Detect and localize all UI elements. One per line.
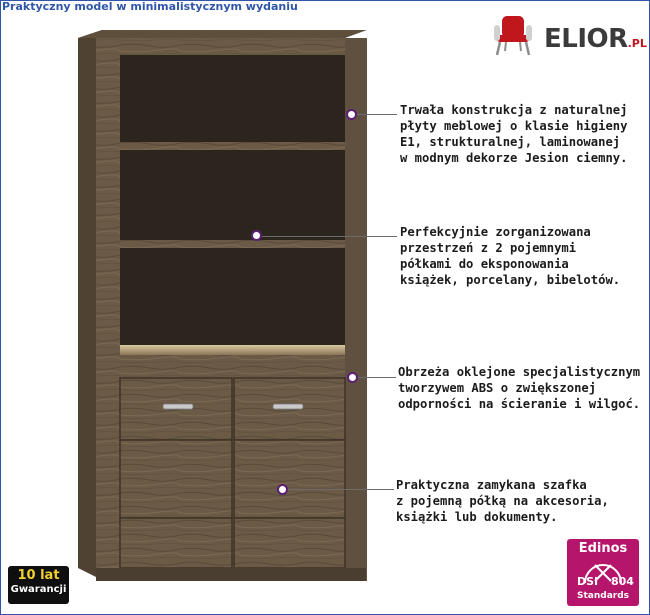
open-shelf-interior: [120, 55, 345, 345]
certificate-code-right: 804: [611, 575, 634, 588]
feature-note-edges: Obrzeża oklejone specjalistycznym tworzywem ABS o zwiększonej odporności na ścieranie i wilgoć.: [398, 365, 641, 411]
door-left-lower: [120, 518, 232, 568]
certificate-footer: Standards: [576, 591, 630, 601]
warranty-years: 10 lat: [17, 568, 60, 583]
callout-marker-1: [346, 109, 357, 120]
door-right-upper: [234, 440, 345, 518]
warranty-label: Gwarancji: [10, 584, 67, 595]
callout-marker-4: [277, 484, 288, 495]
callout-leader-2: [262, 236, 397, 237]
callout-marker-2: [251, 230, 262, 241]
feature-note-shelves: Perfekcyjnie zorganizowana przestrzeń z 2 pojemnymi półkami do eksponowania książek, porcelany, bibelotów.: [400, 225, 621, 287]
door-right-lower: [234, 518, 345, 568]
armchair-icon: [486, 10, 538, 62]
led-strip: [120, 345, 345, 355]
top-panel: [78, 30, 367, 38]
logo-wordmark: ELIOR.PL: [544, 24, 647, 54]
elior-logo: [486, 10, 646, 65]
callout-leader-4: [288, 489, 394, 490]
certificate-brand: Edinos: [578, 541, 628, 556]
callout-leader-3: [358, 377, 396, 378]
warranty-badge: [8, 566, 69, 604]
certificate-badge: [567, 539, 639, 606]
shelf-upper: [120, 142, 345, 150]
handle-left: [163, 404, 193, 409]
plinth: [96, 568, 366, 581]
feature-note-cabinet: Praktyczna zamykana szafka z pojemną półką na akcesoria, książki lub dokumenty.: [396, 478, 609, 524]
feature-note-construction: Trwała konstrukcja z naturalnej płyty meblowej o klasie higieny E1, strukturalnej, laminowanej w modnym dekorze Jesion ciemny.: [400, 103, 628, 165]
page-title: Praktyczny model w minimalistycznym wydaniu: [2, 0, 298, 13]
callout-leader-1: [357, 114, 397, 115]
handle-right: [273, 404, 303, 409]
certificate-code-left: DSI: [577, 575, 599, 588]
door-left-upper: [120, 440, 232, 518]
callout-marker-3: [347, 372, 358, 383]
shelf-middle: [120, 240, 345, 248]
